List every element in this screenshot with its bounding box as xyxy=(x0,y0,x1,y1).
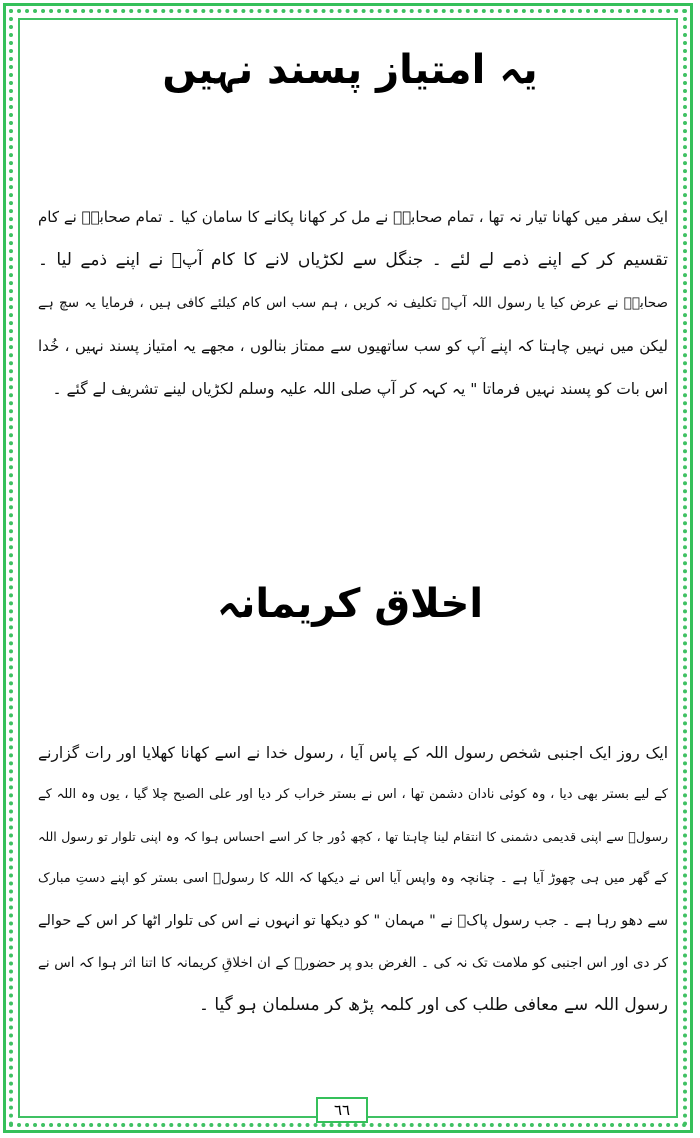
text-line: ایک سفر میں کھانا تیار نہ تھا ، تمام صحابہؓ نے مل کر کھانا پکانے کا سامان کیا ۔ تمام صحابہؓ نے کام xyxy=(38,208,668,226)
text-line: رسولؐ سے اپنی قدیمی دشمنی کا انتقام لینا چاہتا تھا ، کچھ دُور جا کر اسے احساس ہوا کہ وہ اپنی تلوار تو رسول اللہ xyxy=(38,829,668,844)
text-line: لیکن میں نہیں چاہتا کہ اپنے آپ کو سب ساتھیوں سے ممتاز بنالوں ، مجھے یہ امتیاز پسند نہیں ، خُدا xyxy=(38,337,668,355)
text-line: کر دی اور اس اجنبی کو ملامت تک نہ کی ۔ الغرض بدو پر حضورؐ کے ان اخلاقِ کریمانہ کا اتنا اثر ہوا کہ اس نے xyxy=(38,955,668,971)
text-line: کے گھر میں ہی چھوڑ آیا ہے ۔ چنانچہ وہ واپس آیا اس نے دیکھا کہ اللہ کا رسولؐ اسی بستر کو اپنے دستِ مبارک xyxy=(38,871,668,886)
text-line: ایک روز ایک اجنبی شخص رسول اللہ کے پاس آیا ، رسول خدا نے اسے کھانا کھلایا اور رات گزارنے xyxy=(38,744,668,762)
text-line: سے دھو رہا ہے ۔ جب رسول پاکؐ نے " مہمان " کو دیکھا تو انہوں نے اس کی تلوار اٹھا کر اس کے حوالے xyxy=(38,913,668,929)
text-line: تقسیم کر کے اپنے ذمے لے لئے ۔ جنگل سے لکڑیاں لانے کا کام آپؐ نے اپنے ذمے لیا ۔ xyxy=(38,250,668,270)
text-line: کے لیے بستر بھی دیا ، وہ کوئی نادان دشمن تھا ، اس نے بستر خراب کر دیا اور علی الصبح چلا گیا ، یوں وہ اللہ کے xyxy=(38,787,668,802)
section-title-imtiyaz: یہ امتیاز پسند نہیں xyxy=(162,47,538,93)
text-line: اس بات کو پسند نہیں فرماتا " یہ کہہ کر آپ صلی اللہ علیہ وسلم لکڑیاں لینے تشریف لے گئے ۔ xyxy=(52,380,668,398)
paragraph-akhlaq xyxy=(38,732,668,1026)
text-line: رسول اللہ سے معافی طلب کی اور کلمہ پڑھ کر مسلمان ہو گیا ۔ xyxy=(198,995,668,1015)
section-title-akhlaq: اخلاق کریمانہ xyxy=(216,581,484,627)
paragraph-imtiyaz xyxy=(38,196,668,411)
page-number: ٦٦ xyxy=(316,1097,368,1123)
text-line: صحابہؓ نے عرض کیا یا رسول اللہ آپؐ تکلیف نہ کریں ، ہم سب اس کام کیلئے کافی ہیں ، فرمایا یہ سچ ہے xyxy=(38,295,668,311)
